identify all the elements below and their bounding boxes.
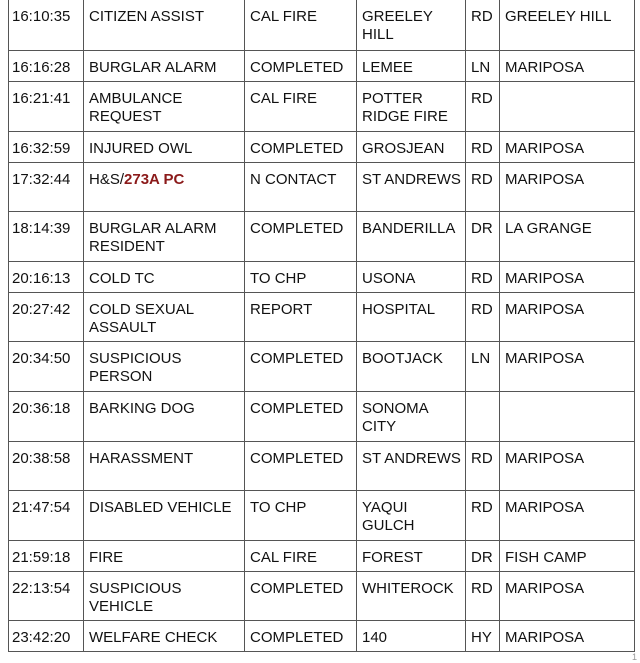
time-text: 16:32:59 — [12, 139, 71, 157]
call-type-cell — [84, 571, 245, 620]
table-row — [9, 620, 635, 651]
time-text: 21:59:18 — [12, 548, 71, 566]
street-suffix-text: RD — [471, 449, 493, 467]
street-cell — [357, 540, 466, 571]
city-cell — [500, 341, 635, 391]
time-text: 20:36:18 — [12, 399, 71, 417]
time-cell — [9, 162, 84, 211]
street-text: USONA — [362, 269, 416, 287]
street-suffix-cell — [466, 341, 500, 391]
street-suffix-cell — [466, 391, 500, 441]
street-cell — [357, 162, 466, 211]
disposition-cell — [245, 81, 357, 131]
table-row — [9, 162, 635, 211]
table-row — [9, 292, 635, 341]
disposition-cell — [245, 261, 357, 292]
table-row — [9, 211, 635, 261]
call-type-text: SUSPICIOUS VEHICLE — [89, 579, 182, 615]
call-log-body — [9, 0, 635, 651]
call-type-cell — [84, 341, 245, 391]
disposition-text: TO CHP — [250, 269, 307, 287]
disposition-cell — [245, 292, 357, 341]
city-cell — [500, 540, 635, 571]
disposition-text: COMPLETED — [250, 579, 344, 597]
city-cell — [500, 571, 635, 620]
time-cell — [9, 292, 84, 341]
street-suffix-cell — [466, 540, 500, 571]
call-type-text: FIRE — [89, 548, 124, 566]
street-cell — [357, 620, 466, 651]
time-cell — [9, 490, 84, 540]
time-text: 17:32:44 — [12, 170, 71, 188]
disposition-text: COMPLETED — [250, 449, 344, 467]
call-type-text: COLD SEXUAL ASSAULT — [89, 300, 194, 336]
disposition-cell — [245, 211, 357, 261]
street-cell — [357, 441, 466, 490]
street-suffix-text: LN — [471, 58, 491, 76]
table-row — [9, 81, 635, 131]
call-type-text: BARKING DOG — [89, 399, 195, 417]
street-suffix-text: RD — [471, 300, 493, 318]
street-text: SONOMA CITY — [362, 399, 428, 435]
call-type-cell — [84, 0, 245, 50]
disposition-text: CAL FIRE — [250, 548, 317, 566]
city-text: MARIPOSA — [505, 58, 585, 76]
city-cell — [500, 620, 635, 651]
street-suffix-cell — [466, 292, 500, 341]
city-cell — [500, 0, 635, 50]
street-suffix-text: RD — [471, 139, 493, 157]
street-suffix-text: RD — [471, 8, 493, 25]
time-cell — [9, 81, 84, 131]
city-text: FISH CAMP — [505, 548, 587, 566]
street-suffix-text: RD — [471, 170, 493, 188]
city-cell — [500, 162, 635, 211]
city-text: MARIPOSA — [505, 449, 585, 467]
table-row — [9, 540, 635, 571]
street-text: GROSJEAN — [362, 139, 445, 157]
call-type-cell — [84, 490, 245, 540]
call-type-text: BURGLAR ALARM — [89, 58, 217, 76]
city-cell — [500, 131, 635, 162]
city-cell — [500, 211, 635, 261]
city-cell — [500, 441, 635, 490]
street-suffix-cell — [466, 571, 500, 620]
disposition-cell — [245, 131, 357, 162]
street-cell — [357, 341, 466, 391]
street-suffix-cell — [466, 50, 500, 81]
city-text: MARIPOSA — [505, 349, 585, 367]
city-cell — [500, 292, 635, 341]
street-text: FOREST — [362, 548, 423, 566]
street-text: HOSPITAL — [362, 300, 436, 318]
street-suffix-cell — [466, 441, 500, 490]
city-text: MARIPOSA — [505, 300, 585, 318]
time-cell — [9, 620, 84, 651]
time-text: 16:10:35 — [12, 8, 71, 25]
disposition-cell — [245, 490, 357, 540]
call-type-text: COLD TC — [89, 269, 155, 287]
disposition-text: CAL FIRE — [250, 89, 317, 107]
street-cell — [357, 81, 466, 131]
street-cell — [357, 0, 466, 50]
call-type-text: BURGLAR ALARM RESIDENT — [89, 219, 217, 255]
disposition-cell — [245, 50, 357, 81]
call-type-text: HARASSMENT — [89, 449, 194, 467]
city-text: MARIPOSA — [505, 498, 585, 516]
street-suffix-text: RD — [471, 579, 493, 597]
time-text: 20:16:13 — [12, 269, 71, 287]
table-row — [9, 391, 635, 441]
city-cell — [500, 261, 635, 292]
time-cell — [9, 50, 84, 81]
city-cell — [500, 391, 635, 441]
time-text: 22:13:54 — [12, 579, 71, 597]
street-suffix-cell — [466, 81, 500, 131]
street-cell — [357, 261, 466, 292]
disposition-text: COMPLETED — [250, 349, 344, 367]
time-cell — [9, 131, 84, 162]
disposition-cell — [245, 571, 357, 620]
time-text: 20:34:50 — [12, 349, 71, 367]
disposition-cell — [245, 620, 357, 651]
page-corner-mark: 1 — [631, 652, 637, 662]
time-cell — [9, 540, 84, 571]
call-type-text: INJURED OWL — [89, 139, 193, 157]
call-type-cell — [84, 211, 245, 261]
city-text: MARIPOSA — [505, 579, 585, 597]
disposition-text: COMPLETED — [250, 399, 344, 417]
call-type-cell — [84, 391, 245, 441]
disposition-text: TO CHP — [250, 498, 307, 516]
street-cell — [357, 490, 466, 540]
city-cell — [500, 490, 635, 540]
street-suffix-text: HY — [471, 628, 492, 646]
street-suffix-cell — [466, 0, 500, 50]
disposition-text: COMPLETED — [250, 58, 344, 76]
street-text: ST ANDREWS — [362, 170, 461, 188]
street-cell — [357, 571, 466, 620]
call-type-text: H&S/ — [89, 170, 125, 188]
table-row — [9, 341, 635, 391]
call-type-text: AMBULANCE REQUEST — [89, 89, 183, 125]
time-cell — [9, 571, 84, 620]
street-cell — [357, 211, 466, 261]
disposition-cell — [245, 391, 357, 441]
disposition-cell — [245, 162, 357, 211]
city-text: LA GRANGE — [505, 219, 592, 237]
call-type-cell — [84, 292, 245, 341]
call-type-cell — [84, 540, 245, 571]
call-type-text: DISABLED VEHICLE — [89, 498, 232, 516]
disposition-cell — [245, 540, 357, 571]
disposition-text: N CONTACT — [250, 170, 337, 188]
street-text: WHITEROCK — [362, 579, 454, 597]
street-suffix-cell — [466, 211, 500, 261]
disposition-text: COMPLETED — [250, 219, 344, 237]
time-cell — [9, 0, 84, 50]
city-text: GREELEY HILL — [505, 8, 612, 25]
disposition-cell — [245, 0, 357, 50]
street-cell — [357, 50, 466, 81]
table-row — [9, 571, 635, 620]
call-type-cell — [84, 620, 245, 651]
street-text: BOOTJACK — [362, 349, 443, 367]
city-text: MARIPOSA — [505, 269, 585, 287]
call-type-cell — [84, 441, 245, 490]
table-row — [9, 0, 635, 50]
street-suffix-cell — [466, 261, 500, 292]
street-suffix-cell — [466, 162, 500, 211]
street-cell — [357, 292, 466, 341]
street-cell — [357, 131, 466, 162]
table-row — [9, 131, 635, 162]
call-type-cell — [84, 50, 245, 81]
time-text: 21:47:54 — [12, 498, 71, 516]
street-suffix-cell — [466, 490, 500, 540]
call-type-cell — [84, 81, 245, 131]
time-text: 20:27:42 — [12, 300, 71, 318]
street-suffix-text: DR — [471, 219, 493, 237]
street-text: BANDERILLA — [362, 219, 456, 237]
city-cell — [500, 81, 635, 131]
street-suffix-text: RD — [471, 269, 493, 287]
time-cell — [9, 261, 84, 292]
disposition-text: REPORT — [250, 300, 313, 318]
street-text: 140 — [362, 628, 388, 646]
city-cell — [500, 50, 635, 81]
table-row — [9, 441, 635, 490]
table-row — [9, 261, 635, 292]
call-type-cell — [84, 261, 245, 292]
street-suffix-text: RD — [471, 498, 493, 516]
street-suffix-cell — [466, 620, 500, 651]
disposition-text: COMPLETED — [250, 628, 344, 646]
call-log-page — [8, 0, 634, 652]
time-cell — [9, 341, 84, 391]
time-text: 23:42:20 — [12, 628, 71, 646]
time-text: 16:16:28 — [12, 58, 71, 76]
disposition-text: COMPLETED — [250, 139, 344, 157]
call-type-text: CITIZEN ASSIST — [89, 8, 205, 25]
table-row — [9, 490, 635, 540]
street-text: YAQUI GULCH — [362, 498, 415, 534]
street-cell — [357, 391, 466, 441]
time-cell — [9, 441, 84, 490]
street-text: POTTER RIDGE FIRE — [362, 89, 448, 125]
table-row — [9, 50, 635, 81]
call-log-table — [8, 0, 635, 652]
disposition-cell — [245, 441, 357, 490]
call-type-text: SUSPICIOUS PERSON — [89, 349, 182, 385]
call-type-text: WELFARE CHECK — [89, 628, 218, 646]
call-code-highlight: 273A PC — [124, 170, 185, 188]
street-suffix-text: RD — [471, 89, 493, 107]
disposition-cell — [245, 341, 357, 391]
call-type-cell — [84, 162, 245, 211]
street-suffix-text: LN — [471, 349, 491, 367]
time-text: 18:14:39 — [12, 219, 71, 237]
time-cell — [9, 211, 84, 261]
street-suffix-text: DR — [471, 548, 493, 566]
city-text: MARIPOSA — [505, 628, 585, 646]
city-text: MARIPOSA — [505, 170, 585, 188]
street-text: LEMEE — [362, 58, 413, 76]
street-suffix-cell — [466, 131, 500, 162]
time-text: 20:38:58 — [12, 449, 71, 467]
street-text: ST ANDREWS — [362, 449, 461, 467]
street-text: GREELEY HILL — [362, 8, 433, 43]
time-cell — [9, 391, 84, 441]
call-type-cell — [84, 131, 245, 162]
time-text: 16:21:41 — [12, 89, 71, 107]
disposition-text: CAL FIRE — [250, 8, 317, 25]
city-text: MARIPOSA — [505, 139, 585, 157]
